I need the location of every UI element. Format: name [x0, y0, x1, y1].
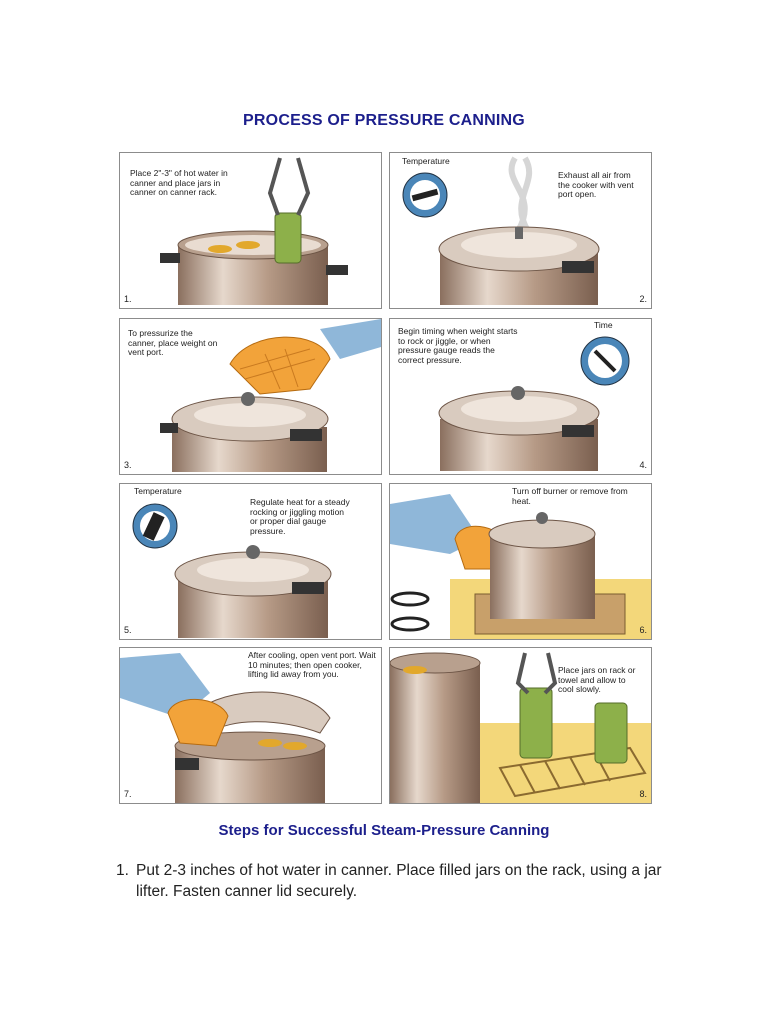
panel-7-caption: After cooling, open vent port. Wait 10 minutes; then open cooker, lifting lid away from you.: [248, 650, 376, 679]
panel-4: [389, 318, 652, 475]
panel-4-label: Time: [594, 320, 613, 330]
panel-3: [119, 318, 382, 475]
panel-6-caption: Turn off burner or remove from heat.: [512, 486, 628, 506]
panel-5-label: Temperature: [134, 486, 182, 496]
panel-1: [119, 152, 382, 309]
panel-4-number: 4.: [639, 460, 647, 470]
panel-6-number: 6.: [639, 625, 647, 635]
panel-5: [119, 483, 382, 640]
panel-2-number: 2.: [639, 294, 647, 304]
panel-1-caption: Place 2"-3" of hot water in canner and place jars in canner on canner rack.: [130, 168, 228, 197]
panel-7: [119, 647, 382, 804]
panel-3-caption: To pressurize the canner, place weight on vent port.: [128, 328, 218, 357]
panel-7-number: 7.: [124, 789, 132, 799]
remove-from-heat-illustration: [390, 484, 651, 639]
panel-3-number: 3.: [124, 460, 132, 470]
list-item: [116, 860, 696, 902]
panel-2-caption: Exhaust all air from the cooker with vent port open.: [558, 170, 634, 199]
panel-5-caption: Regulate heat for a steady rocking or jiggling motion or proper dial gauge pressure.: [250, 497, 350, 536]
panel-4-caption: Begin timing when weight starts to rock or jiggle, or when pressure gauge reads the correct pressure.: [398, 326, 518, 365]
steps-list: [116, 860, 696, 902]
panel-2-label: Temperature: [402, 156, 450, 166]
panel-8-number: 8.: [639, 789, 647, 799]
panel-2: [389, 152, 652, 309]
panel-8-caption: Place jars on rack or towel and allow to cool slowly.: [558, 665, 636, 694]
step-number: 1.: [116, 862, 129, 879]
section-subtitle: Steps for Successful Steam-Pressure Canning: [218, 822, 550, 839]
panel-1-number: 1.: [124, 294, 132, 304]
panel-8: [389, 647, 652, 804]
page-title: PROCESS OF PRESSURE CANNING: [243, 112, 525, 129]
illustration-panels: [119, 152, 650, 802]
step-text: Put 2-3 inches of hot water in canner. Place filled jars on the rack, using a jar lifter. Fasten canner lid securely.: [136, 862, 662, 900]
panel-5-number: 5.: [124, 625, 132, 635]
panel-6: [389, 483, 652, 640]
